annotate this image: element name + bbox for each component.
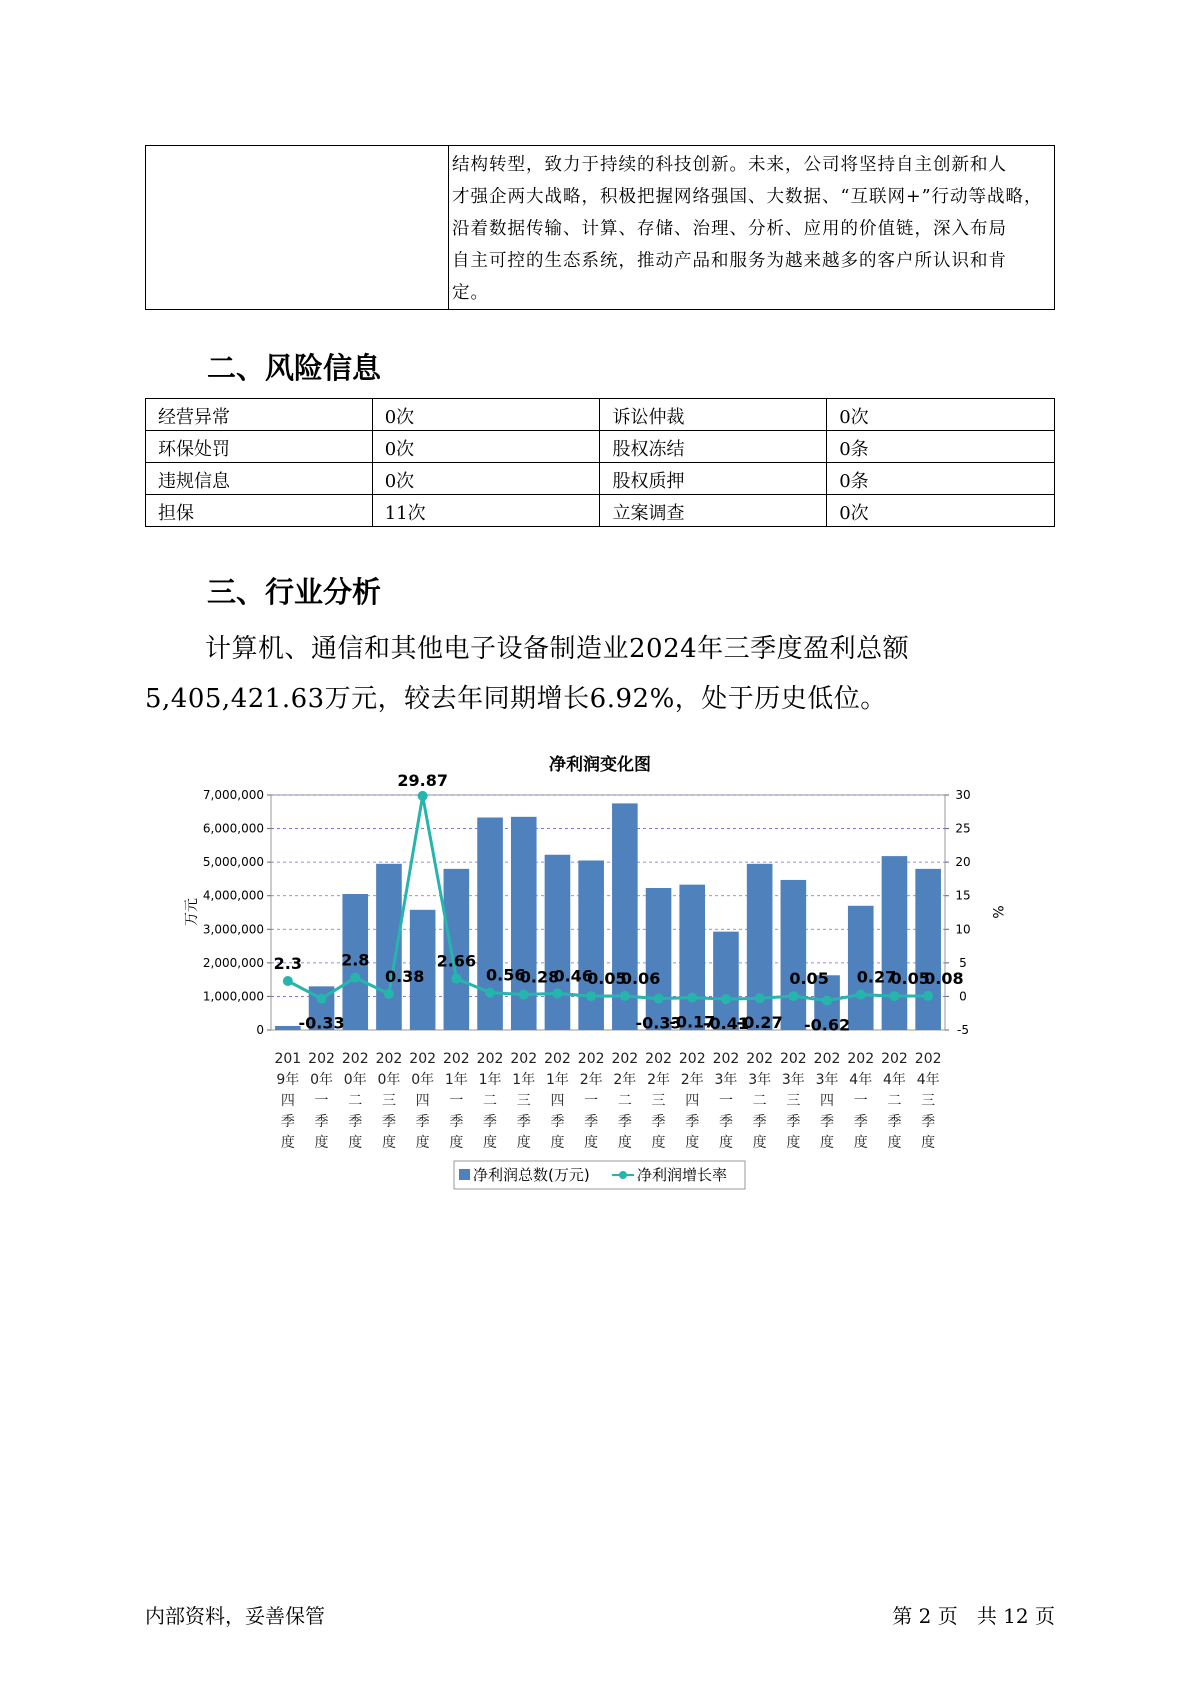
risk-value: 0条 xyxy=(827,431,1055,463)
y-axis-label: 万元 xyxy=(184,898,200,926)
data-label: 0.05 xyxy=(789,969,829,989)
bar xyxy=(477,817,503,1030)
risk-label: 诉讼仲裁 xyxy=(600,399,827,431)
data-label: 0.08 xyxy=(924,968,964,988)
x-tick-label-group xyxy=(308,1051,335,1151)
growth-point xyxy=(586,991,596,1001)
data-label: 0.06 xyxy=(620,969,661,989)
x-tick-label-part: 202 xyxy=(813,1051,841,1067)
x-tick-label-part: 1年 xyxy=(512,1072,536,1088)
legend-line-marker xyxy=(619,1171,627,1179)
x-tick-label-part: 202 xyxy=(308,1051,335,1067)
risk-value: 0次 xyxy=(372,463,600,495)
x-tick-label-part: 9年 xyxy=(276,1072,300,1088)
legend-bar-swatch xyxy=(459,1169,470,1180)
x-tick-label-part: 0年 xyxy=(377,1072,401,1088)
x-tick-label-part: 度 xyxy=(752,1135,767,1151)
growth-point xyxy=(451,974,461,984)
growth-point xyxy=(384,989,394,999)
x-tick-label-group xyxy=(578,1051,605,1151)
x-tick-label-group xyxy=(342,1051,369,1151)
x-tick-label-part: 度 xyxy=(651,1135,666,1151)
y2-tick-label: 20 xyxy=(955,855,971,870)
x-tick-label-part: 202 xyxy=(409,1051,437,1067)
x-tick-label-part: 202 xyxy=(746,1051,774,1067)
x-tick-label-part: 0年 xyxy=(411,1072,435,1088)
risk-section-heading: 二、风险信息 xyxy=(207,351,382,385)
growth-point xyxy=(687,993,697,1003)
x-tick-label-part: 202 xyxy=(476,1051,504,1067)
x-tick-label-part: 四 xyxy=(685,1093,700,1109)
x-tick-labels xyxy=(274,1051,941,1151)
data-label: 2.3 xyxy=(273,953,303,973)
x-tick-label-part: 202 xyxy=(510,1051,538,1067)
x-tick-label-part: 201 xyxy=(274,1051,302,1067)
x-tick-label-part: 202 xyxy=(577,1051,605,1067)
growth-point xyxy=(721,994,731,1004)
chart-title: 净利润变化图 xyxy=(549,755,651,775)
footer-page-number: 第 2 页 共 12 页 xyxy=(892,1604,1055,1628)
x-tick-label-part: 一 xyxy=(584,1093,599,1109)
industry-paragraph-line1: 计算机、通信和其他电子设备制造业2024年三季度盈利总额 xyxy=(205,634,910,664)
risk-value: 0次 xyxy=(372,399,600,431)
bar xyxy=(578,860,604,1030)
x-tick-label-part: 度 xyxy=(314,1135,329,1151)
x-tick-label-part: 度 xyxy=(584,1135,599,1151)
x-tick-label-group xyxy=(477,1051,504,1151)
x-tick-label-part: 二 xyxy=(348,1093,363,1109)
industry-paragraph-line2: 5,405,421.63万元，较去年同期增长6.92%，处于历史低位。 xyxy=(145,684,887,714)
risk-label: 股权冻结 xyxy=(600,431,827,463)
x-tick-label-part: 度 xyxy=(381,1135,396,1151)
data-label: 0.56 xyxy=(486,965,526,985)
x-tick-label-part: 度 xyxy=(718,1135,733,1151)
x-tick-label-part: 一 xyxy=(449,1093,464,1109)
y-tick-label: 2,000,000 xyxy=(202,955,264,970)
x-tick-label-group xyxy=(814,1051,841,1151)
growth-point xyxy=(822,996,832,1006)
x-tick-label-part: 202 xyxy=(712,1051,740,1067)
data-label: 2.8 xyxy=(341,950,370,970)
intro-line: 定。 xyxy=(452,283,489,303)
legend-label-line: 净利润增长率 xyxy=(637,1166,728,1184)
x-tick-label-part: 202 xyxy=(375,1051,403,1067)
x-tick-label-group xyxy=(679,1051,706,1151)
x-tick-label-part: 一 xyxy=(853,1093,868,1109)
x-tick-label-part: 度 xyxy=(348,1135,363,1151)
x-tick-label-part: 度 xyxy=(280,1135,295,1151)
x-tick-label-part: 季 xyxy=(786,1114,801,1130)
x-tick-label-part: 度 xyxy=(449,1135,464,1151)
risk-label: 股权质押 xyxy=(600,463,827,495)
x-tick-label-part: 0年 xyxy=(310,1072,334,1088)
bar xyxy=(545,855,571,1030)
x-tick-label-group xyxy=(510,1051,537,1151)
x-tick-label-part: 3年 xyxy=(714,1072,738,1088)
x-tick-label-part: 季 xyxy=(752,1114,767,1130)
x-tick-label-part: 季 xyxy=(584,1114,599,1130)
intro-line: 才强企两大战略，积极把握网络强国、大数据、“互联网+”行动等战略， xyxy=(452,187,1043,207)
growth-point xyxy=(418,791,428,801)
x-tick-label-part: 202 xyxy=(678,1051,706,1067)
risk-value: 0次 xyxy=(827,495,1055,527)
x-tick-label-part: 202 xyxy=(341,1051,369,1067)
x-tick-label-part: 季 xyxy=(718,1114,733,1130)
x-tick-label-part: 季 xyxy=(280,1114,295,1130)
x-tick-label-part: 季 xyxy=(415,1114,430,1130)
x-tick-label-part: 三 xyxy=(921,1093,936,1109)
x-tick-label-part: 202 xyxy=(544,1051,571,1067)
x-tick-label-part: 季 xyxy=(314,1114,329,1130)
x-tick-label-part: 2年 xyxy=(647,1072,671,1088)
x-tick-label-part: 季 xyxy=(516,1114,531,1130)
growth-point xyxy=(620,991,630,1001)
x-tick-label-part: 度 xyxy=(685,1135,700,1151)
x-tick-label-part: 二 xyxy=(752,1093,767,1109)
bar xyxy=(747,864,773,1030)
y-tick-label: 1,000,000 xyxy=(202,989,264,1004)
data-label: 0.05 xyxy=(890,969,930,989)
x-tick-label-part: 3年 xyxy=(781,1072,805,1088)
y2-tick-label: 10 xyxy=(955,922,971,937)
growth-point xyxy=(856,990,866,1000)
x-tick-label-group xyxy=(746,1051,773,1151)
y-tick-label: 4,000,000 xyxy=(202,888,264,903)
risk-label: 违规信息 xyxy=(146,463,373,495)
x-tick-label-group xyxy=(881,1051,908,1151)
chart-legend xyxy=(454,1161,745,1189)
data-label: 29.87 xyxy=(397,770,448,790)
x-tick-label-group xyxy=(847,1051,874,1151)
x-tick-label-part: 度 xyxy=(887,1135,902,1151)
y2-tick-label: 30 xyxy=(955,788,971,802)
x-tick-label-part: 1年 xyxy=(545,1072,569,1088)
bar xyxy=(679,885,705,1030)
x-tick-label-part: 季 xyxy=(820,1114,835,1130)
x-tick-label-group xyxy=(443,1051,470,1151)
x-tick-label-part: 2年 xyxy=(680,1072,704,1088)
x-tick-label-part: 4年 xyxy=(849,1072,873,1088)
growth-point xyxy=(755,993,765,1003)
x-tick-label-part: 202 xyxy=(645,1051,672,1067)
y-tick-label: 5,000,000 xyxy=(202,855,264,870)
intro-line: 自主可控的生态系统，推动产品和服务为越来越多的客户所认识和肯 xyxy=(452,251,1007,271)
risk-label: 经营异常 xyxy=(146,399,373,431)
x-tick-label-part: 202 xyxy=(611,1051,639,1067)
x-tick-label-part: 三 xyxy=(786,1093,801,1109)
growth-point xyxy=(283,976,293,986)
data-label: 0.38 xyxy=(384,966,425,986)
industry-section-heading: 三、行业分析 xyxy=(207,575,382,609)
x-tick-label-part: 季 xyxy=(921,1114,936,1130)
x-tick-label-part: 1年 xyxy=(444,1072,468,1088)
x-tick-label-part: 季 xyxy=(449,1114,464,1130)
data-label: 0.27 xyxy=(856,967,897,987)
x-tick-label-part: 四 xyxy=(415,1093,430,1109)
x-tick-label-part: 二 xyxy=(483,1093,498,1109)
growth-point xyxy=(889,991,899,1001)
growth-point xyxy=(317,994,327,1004)
x-tick-label-part: 三 xyxy=(516,1093,531,1109)
x-tick-label-group xyxy=(645,1051,672,1151)
x-tick-label-part: 度 xyxy=(853,1135,868,1151)
x-tick-label-part: 四 xyxy=(280,1093,295,1109)
x-tick-label-part: 度 xyxy=(786,1135,801,1151)
x-tick-label-part: 202 xyxy=(847,1051,875,1067)
x-tick-label-group xyxy=(274,1051,301,1151)
risk-label: 环保处罚 xyxy=(146,431,373,463)
x-tick-label-group xyxy=(544,1051,571,1151)
x-tick-label-part: 季 xyxy=(853,1114,868,1130)
y2-axis-label: % xyxy=(989,905,1005,919)
x-tick-label-part: 季 xyxy=(617,1114,632,1130)
data-label: -0.33 xyxy=(298,1013,345,1033)
legend-label-bars: 净利润总数(万元) xyxy=(473,1166,590,1184)
x-tick-label-part: 4年 xyxy=(882,1072,906,1088)
x-tick-label-part: 季 xyxy=(483,1114,498,1130)
x-tick-label-group xyxy=(780,1051,807,1151)
x-tick-label-part: 三 xyxy=(651,1093,666,1109)
y-tick-label: 3,000,000 xyxy=(202,922,264,937)
growth-point xyxy=(350,973,360,983)
y2-tick-label: 5 xyxy=(959,955,967,970)
x-tick-label-part: 一 xyxy=(314,1093,329,1109)
risk-label: 担保 xyxy=(146,495,373,527)
bar xyxy=(915,869,941,1030)
data-label: -0.33 xyxy=(635,1013,682,1033)
data-label: -0.17 xyxy=(669,1012,716,1032)
growth-point xyxy=(654,994,664,1004)
bar xyxy=(781,880,807,1030)
data-label: -0.62 xyxy=(803,1015,851,1035)
x-tick-label-part: 0年 xyxy=(343,1072,367,1088)
data-label: 0.46 xyxy=(553,966,593,986)
x-tick-label-group xyxy=(376,1051,403,1151)
x-tick-label-part: 三 xyxy=(381,1093,396,1109)
x-tick-label-part: 度 xyxy=(483,1135,498,1151)
x-tick-label-part: 季 xyxy=(550,1114,565,1130)
x-tick-label-part: 3年 xyxy=(748,1072,772,1088)
x-tick-label-part: 四 xyxy=(550,1093,565,1109)
x-tick-label-part: 202 xyxy=(914,1051,942,1067)
x-tick-label-part: 度 xyxy=(617,1135,632,1151)
x-tick-label-part: 季 xyxy=(887,1114,902,1130)
x-tick-label-part: 4年 xyxy=(916,1072,940,1088)
growth-point xyxy=(519,990,529,1000)
growth-point xyxy=(923,991,933,1001)
y2-tick-label: 25 xyxy=(955,821,971,836)
x-tick-label-part: 202 xyxy=(442,1051,470,1067)
x-tick-label-part: 202 xyxy=(779,1051,807,1067)
risk-value: 11次 xyxy=(372,495,600,527)
x-tick-label-part: 度 xyxy=(550,1135,565,1151)
x-tick-label-part: 1年 xyxy=(478,1072,502,1088)
growth-point xyxy=(552,988,562,998)
y2-tick-label: -5 xyxy=(957,1023,969,1037)
x-tick-label-part: 一 xyxy=(718,1093,733,1109)
x-tick-label-part: 季 xyxy=(348,1114,363,1130)
x-tick-label-part: 202 xyxy=(881,1051,908,1067)
x-tick-label-part: 二 xyxy=(887,1093,902,1109)
x-tick-label-part: 3年 xyxy=(815,1072,839,1088)
footer-left: 内部资料，妥善保管 xyxy=(145,1604,325,1628)
x-tick-label-part: 四 xyxy=(820,1093,835,1109)
growth-point xyxy=(788,991,798,1001)
y-tick-label: 6,000,000 xyxy=(202,821,264,836)
intro-line: 结构转型，致力于持续的科技创新。未来，公司将坚持自主创新和人 xyxy=(452,155,1007,175)
x-tick-label-group xyxy=(915,1051,942,1151)
x-tick-label-part: 2年 xyxy=(579,1072,603,1088)
risk-value: 0次 xyxy=(827,399,1055,431)
x-tick-label-part: 季 xyxy=(651,1114,666,1130)
x-tick-label-part: 季 xyxy=(381,1114,396,1130)
y-tick-label: 7,000,000 xyxy=(202,788,264,802)
bar xyxy=(882,856,908,1030)
x-tick-label-group xyxy=(409,1051,436,1151)
data-label: 0.05 xyxy=(587,969,627,989)
data-label: -0.41 xyxy=(702,1014,750,1034)
x-tick-label-part: 2年 xyxy=(613,1072,637,1088)
x-tick-label-part: 度 xyxy=(921,1135,936,1151)
x-tick-label-part: 度 xyxy=(415,1135,430,1151)
risk-label: 立案调查 xyxy=(600,495,827,527)
x-tick-label-part: 度 xyxy=(820,1135,835,1151)
data-label: -0.27 xyxy=(736,1013,783,1033)
intro-line: 沿着数据传输、计算、存储、治理、分析、应用的价值链，深入布局 xyxy=(452,219,1007,239)
x-tick-label-part: 二 xyxy=(617,1093,632,1109)
x-tick-label-group xyxy=(611,1051,638,1151)
risk-value: 0条 xyxy=(827,463,1055,495)
bar xyxy=(275,1026,301,1030)
y-tick-label: 0 xyxy=(256,1023,264,1037)
risk-value: 0次 xyxy=(372,431,600,463)
x-tick-label-group xyxy=(713,1051,740,1151)
x-tick-label-part: 季 xyxy=(685,1114,700,1130)
y2-tick-label: 0 xyxy=(959,989,967,1004)
growth-point xyxy=(485,988,495,998)
data-label: 2.66 xyxy=(436,951,477,971)
data-label: 0.28 xyxy=(519,967,560,987)
y2-tick-label: 15 xyxy=(955,888,971,903)
bar xyxy=(444,869,470,1030)
bar xyxy=(646,888,672,1030)
x-tick-label-part: 度 xyxy=(516,1135,531,1151)
